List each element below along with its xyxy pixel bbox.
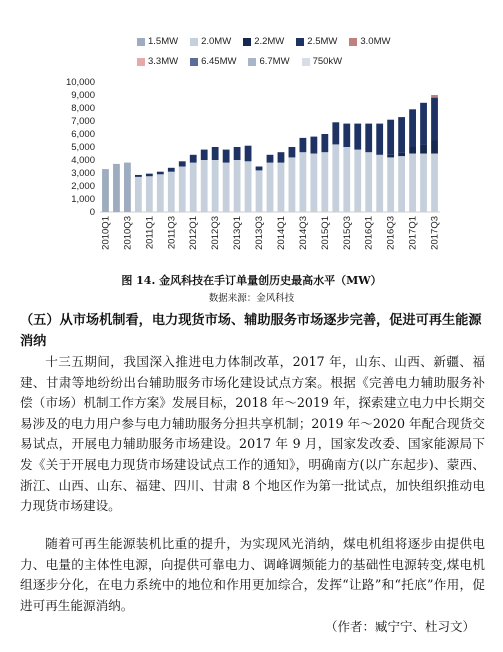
bar-segment: [124, 163, 131, 212]
y-tick-label: 1,000: [71, 194, 95, 205]
x-tick-label: 2011Q1: [144, 216, 156, 250]
x-tick-label: 2015Q3: [341, 216, 353, 250]
bar-segment: [267, 155, 274, 163]
bar-segment: [157, 174, 164, 212]
bar-segment: [212, 160, 219, 212]
bar-segment: [190, 163, 197, 212]
bar-segment: [278, 163, 285, 212]
bar-segment: [310, 154, 317, 213]
bar-segment: [201, 160, 208, 212]
bar-segment: [267, 163, 274, 212]
bar-segment: [409, 109, 416, 147]
bar-segment: [387, 120, 394, 155]
legend-label: 2.2MW: [254, 36, 285, 47]
bar-segment: [332, 122, 339, 144]
legend-label: 6.45MW: [201, 56, 237, 67]
bar-segment: [409, 154, 416, 213]
author-credit: （作者：臧宁宁、杜习文）: [324, 619, 475, 634]
bar-segment: [113, 164, 120, 212]
paragraph-2: 随着可再生能源装机比重的提升，为实现风光消纳，煤电机组将逐步由提供电力、电量的主体性电源，向提供可靠电力、调峰调频能力的基础性电源转变,煤电机组逐步分化，在电力系统中的地位和作用更加综合，发挥“让路”和“托底”作用，促进可再生能源消纳。: [20, 536, 485, 613]
bar-segment: [376, 124, 383, 155]
y-tick-label: 2,000: [71, 181, 95, 192]
x-tick-label: 2013Q3: [254, 216, 266, 250]
x-tick-label: 2016Q1: [363, 216, 375, 250]
bar-segment: [321, 134, 328, 152]
x-tick-label: 2010Q1: [100, 216, 112, 250]
bar-segment: [354, 150, 361, 212]
bar-segment: [420, 154, 427, 213]
y-tick-label: 0: [89, 207, 95, 218]
bar-segment: [135, 177, 142, 212]
bar-segment: [223, 163, 230, 212]
y-tick-label: 4,000: [71, 155, 95, 166]
bar-segment: [343, 124, 350, 147]
bar-segment: [102, 169, 109, 212]
bar-segment: [398, 152, 405, 156]
bar-segment: [245, 161, 252, 212]
bar-segment: [310, 137, 317, 154]
x-tick-label: 2014Q1: [275, 216, 287, 250]
bar-segment: [431, 98, 438, 141]
bar-segment: [179, 161, 186, 166]
bar-segment: [376, 155, 383, 212]
bar-segment: [256, 170, 263, 212]
chart-area: [0, 0, 503, 275]
bar-segment: [168, 168, 175, 172]
x-tick-label: 2010Q3: [122, 216, 134, 250]
legend-label: 750kW: [312, 56, 343, 67]
bar-segment: [387, 155, 394, 158]
x-tick-label: 2012Q3: [210, 216, 222, 250]
legend-label: 2.5MW: [307, 36, 338, 47]
bar-segment: [431, 154, 438, 213]
bar-segment: [289, 157, 296, 212]
legend-label: 1.5MW: [148, 36, 179, 47]
bar-segment: [146, 174, 153, 177]
y-tick-label: 3,000: [71, 168, 95, 179]
legend-label: 3.0MW: [360, 36, 391, 47]
bar-segment: [201, 150, 208, 160]
bar-segment: [168, 172, 175, 212]
bar-segment: [398, 156, 405, 212]
bar-segment: [420, 103, 427, 145]
y-tick-label: 7,000: [71, 116, 95, 127]
bar-segment: [135, 175, 142, 177]
stacked-bar-chart: [0, 0, 503, 275]
y-tick-label: 9,000: [71, 90, 95, 101]
bar-segment: [365, 152, 372, 212]
legend-label: 6.7MW: [259, 56, 290, 67]
bar-segment: [234, 160, 241, 212]
x-tick-label: 2017Q1: [407, 216, 419, 250]
section-heading: （五）从市场机制看，电力现货市场、辅助服务市场逐步完善，促进可再生能源消纳: [20, 313, 482, 349]
bar-segment: [179, 167, 186, 213]
y-tick-label: 5,000: [71, 142, 95, 153]
x-tick-label: 2011Q3: [166, 216, 178, 250]
bar-segment: [223, 150, 230, 163]
bar-segment: [332, 144, 339, 212]
paragraph-1: 十三五期间，我国深入推进电力体制改革，2017 年，山东、山西、新疆、福建、甘肃等地纷纷出台辅助服务市场化建设试点方案。根据《完善电力辅助服务补偿（市场）机制工作方案》发展目标，2018 年～2019 年，探索建立电力中长期交易涉及的电力用户参与电力辅助服务分担共享机制；2019 年～2020 年配合现货交易试点，开展电力辅助服务市场建设。2017 年 9 月，国家发改委、国家能源局下发《关于开展电力现货市场建设试点工作的通知》，明确南方(以广东起步)、蒙西、浙江、山西、山东、福建、四川、甘肃 8 个地区作为第一批试点，加快组织推动电力现货市场建设。: [20, 354, 485, 514]
x-tick-label: 2017Q3: [429, 216, 441, 250]
bar-segment: [190, 155, 197, 163]
bar-segment: [409, 147, 416, 154]
legend-label: 3.3MW: [148, 56, 179, 67]
bar-segment: [256, 167, 263, 171]
bar-segment: [354, 124, 361, 150]
bar-segment: [300, 152, 307, 212]
bar-segment: [431, 95, 438, 98]
bar-segment: [431, 141, 438, 154]
x-tick-label: 2014Q3: [297, 216, 309, 250]
bar-segment: [365, 124, 372, 153]
bar-segment: [289, 147, 296, 157]
bar-segment: [146, 176, 153, 212]
x-tick-label: 2015Q1: [319, 216, 331, 250]
x-tick-label: 2016Q3: [385, 216, 397, 250]
bar-segment: [398, 117, 405, 152]
x-tick-label: 2013Q1: [232, 216, 244, 250]
bar-segment: [300, 138, 307, 152]
bar-segment: [420, 144, 427, 153]
bar-segment: [245, 146, 252, 162]
figure-source: 数据来源：金风科技: [208, 293, 295, 304]
bar-segment: [278, 152, 285, 162]
y-tick-label: 6,000: [71, 129, 95, 140]
bar-segment: [321, 152, 328, 212]
x-tick-label: 2012Q1: [188, 216, 200, 250]
bar-segment: [234, 147, 241, 160]
y-tick-label: 10,000: [65, 77, 95, 88]
figure-caption: 图 14. 金风科技在手订单量创历史最高水平（MW）: [121, 274, 382, 287]
legend-label: 2.0MW: [201, 36, 232, 47]
y-tick-label: 8,000: [71, 103, 95, 114]
bar-segment: [212, 147, 219, 160]
bar-segment: [387, 157, 394, 212]
bar-segment: [157, 172, 164, 175]
bar-segment: [343, 147, 350, 212]
